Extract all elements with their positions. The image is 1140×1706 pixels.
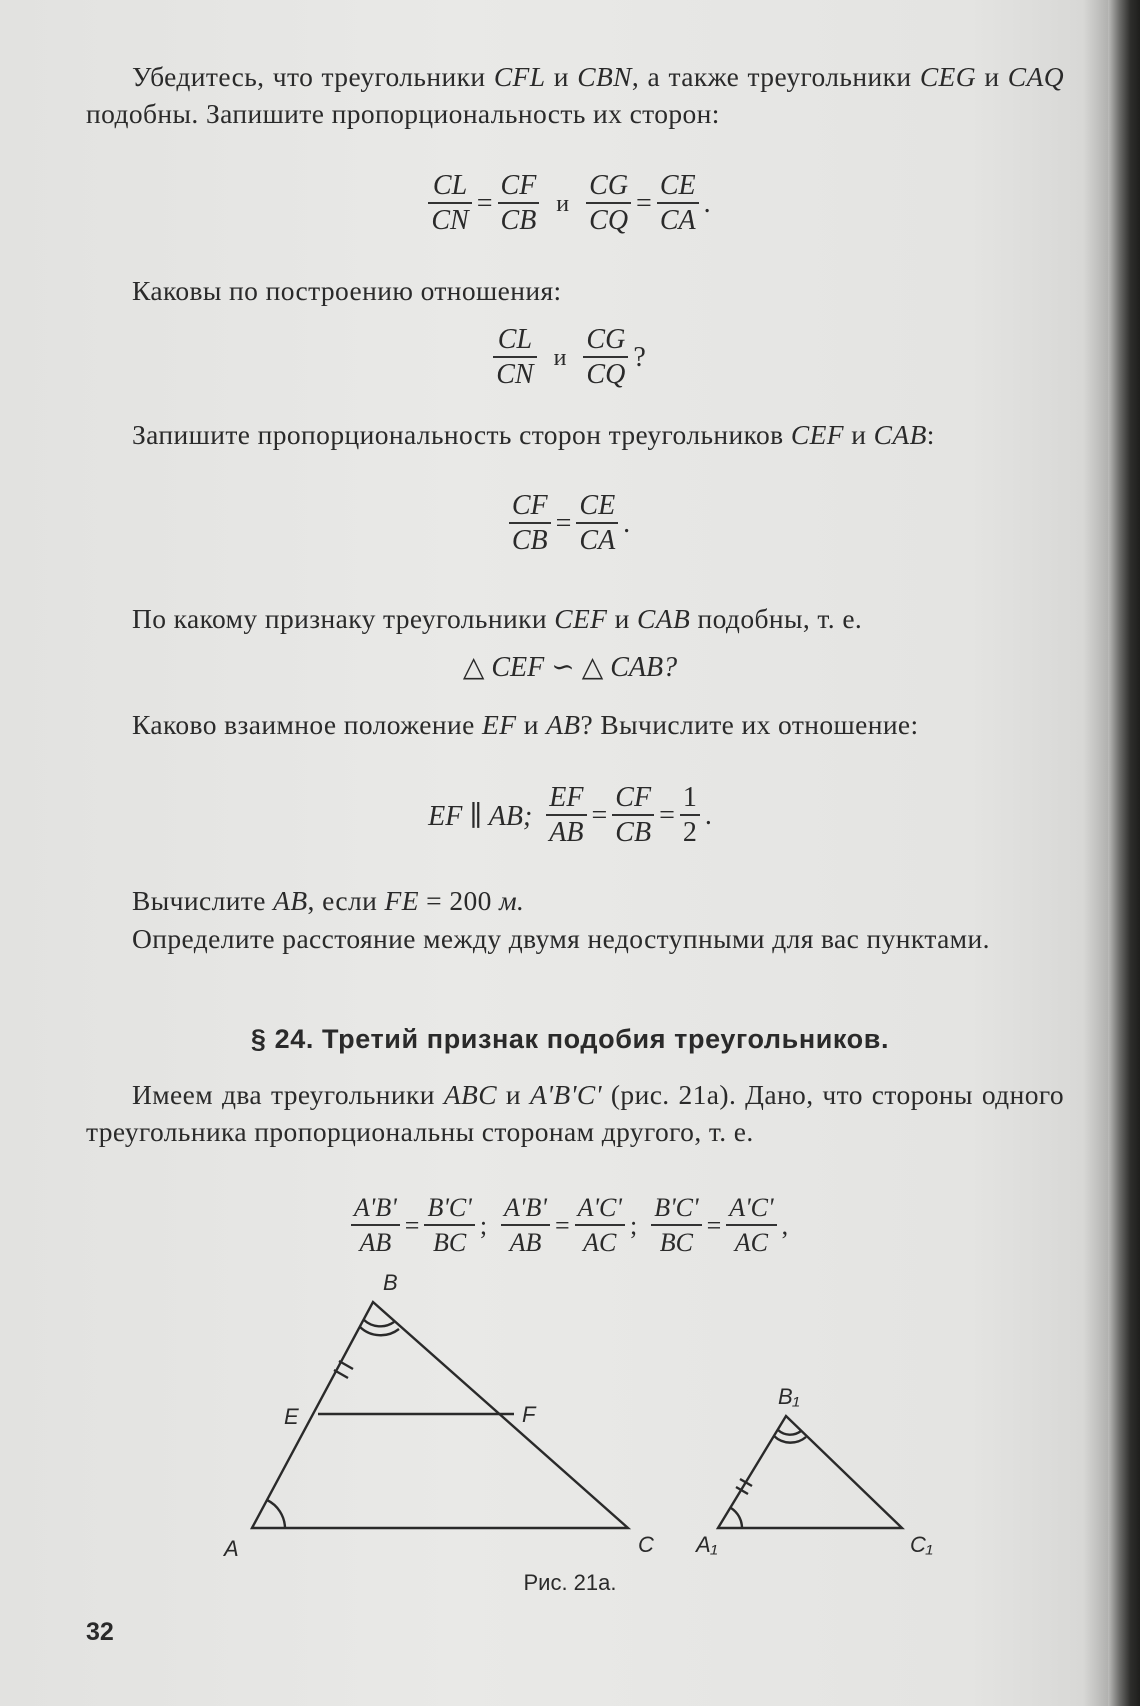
denominator: 2 [682, 817, 697, 848]
separator: ; [479, 1211, 488, 1240]
paragraph-2: Каковы по построению отношения: [132, 275, 562, 306]
equals-sign: = [555, 508, 572, 539]
triangle-name: CEG [919, 61, 977, 92]
triangle-name: A'B'C' [529, 1079, 602, 1110]
triangle-a1b1c1 [718, 1416, 902, 1528]
denominator: AC [583, 1228, 617, 1257]
numerator: CG [586, 170, 631, 204]
denominator: CB [615, 817, 652, 848]
conjunction: и [553, 344, 567, 371]
text-run: и [545, 61, 578, 92]
figure-caption: Рис. 21а. [523, 1570, 617, 1595]
numerator: CE [657, 170, 699, 204]
text-run: ? Вычислите их отношение: [580, 709, 919, 740]
text-run: и [607, 603, 638, 634]
equals-sign: = [659, 800, 675, 831]
tick-mark [334, 1370, 348, 1378]
tick-mark [339, 1361, 353, 1369]
text-run: , если [307, 885, 385, 916]
text-run: (рис. 21а). Дано, что стороны одного треугольника пропорциональны сторонам другого, т. е. [86, 1079, 1064, 1147]
triangle-name: CAB [637, 603, 691, 634]
text-run: и [516, 709, 547, 740]
vertex-label-a: A [224, 1536, 239, 1561]
denominator: AB [359, 1228, 392, 1257]
segment-name: FE [384, 885, 419, 916]
punctuation: . [623, 508, 631, 539]
numerator: A'C' [575, 1192, 625, 1226]
denominator: CB [500, 205, 537, 236]
conjunction: и [556, 190, 570, 217]
numerator: B'C' [651, 1192, 701, 1226]
separator: ; [629, 1211, 638, 1240]
text-run: подобны, т. е. [690, 603, 863, 634]
angle-b-arc-1 [364, 1320, 394, 1326]
text-run: и [976, 61, 1008, 92]
triangle-a1b1c1-outline [718, 1416, 902, 1528]
angle-b1-arc-1 [778, 1430, 801, 1435]
denominator: BC [433, 1228, 467, 1257]
vertex-label-a1: A₁ [696, 1532, 718, 1557]
triangle-name: CFL [493, 61, 546, 92]
punctuation: , [781, 1211, 789, 1240]
section-heading: § 24. Третий признак подобия треугольников. [250, 1024, 890, 1054]
numerator: B'C' [424, 1192, 474, 1226]
denominator: AC [734, 1228, 769, 1257]
equals-sign: = [404, 1211, 420, 1240]
angle-a-arc [267, 1500, 285, 1528]
punctuation: . [704, 800, 712, 831]
equals-sign: = [636, 188, 652, 219]
numerator: CF [498, 170, 540, 204]
denominator: CB [511, 525, 548, 556]
vertex-label-b1: B₁ [778, 1384, 800, 1409]
triangle-name: CBN [577, 61, 632, 92]
equals-sign: = [591, 800, 608, 831]
numerator: EF [546, 782, 586, 816]
vertex-label-c1: C₁ [910, 1532, 933, 1557]
text-run: Вычислите [132, 885, 274, 916]
vertex-label-b: B [383, 1270, 398, 1295]
numerator: A'B' [501, 1192, 550, 1226]
text-run: : [926, 419, 935, 450]
text-run: Убедитесь, что треугольники [132, 61, 494, 92]
equals-sign: = [706, 1211, 722, 1240]
text-run: Каково взаимное положение [132, 709, 483, 740]
text-run: , а также треугольники [631, 61, 920, 92]
numerator: CF [612, 782, 654, 816]
denominator: AB [509, 1228, 542, 1257]
numerator: CF [509, 490, 551, 524]
text-run: Запишите пропорциональность сторон треугольников [132, 419, 791, 450]
triangle-name: ABC [443, 1079, 497, 1110]
punctuation: . [703, 188, 711, 219]
denominator: CA [659, 205, 696, 236]
triangle-name: CAB [873, 419, 927, 450]
denominator: CQ [589, 205, 629, 236]
denominator: BC [659, 1228, 693, 1257]
denominator: CN [496, 359, 534, 390]
numerator: A'C' [726, 1192, 776, 1226]
segment-name: EF [482, 709, 517, 740]
triangle-name: CAQ [1007, 61, 1064, 92]
unit: м. [499, 885, 525, 916]
angle-b1-arc-2 [774, 1436, 806, 1443]
numerator: CG [583, 324, 628, 358]
page-number: 32 [86, 1618, 114, 1646]
numerator: 1 [680, 782, 700, 816]
equals-sign: = [554, 1211, 570, 1240]
triangle-name: CEF [554, 603, 608, 634]
segment-name: AB [546, 709, 581, 740]
angle-a1-arc [731, 1508, 742, 1528]
formula-4: △ CEF ∽ △ CAB? [462, 652, 678, 683]
numerator: A'B' [351, 1192, 400, 1226]
numerator: CL [428, 170, 471, 204]
text-run: = 200 [418, 885, 500, 916]
vertex-label-e: E [284, 1404, 299, 1429]
denominator: CN [431, 205, 469, 236]
vertex-label-f: F [522, 1402, 536, 1427]
text-run: и [496, 1079, 530, 1110]
numerator: CE [576, 490, 618, 524]
parallel-statement: EF ∥ AB; [428, 801, 533, 832]
denominator: CA [579, 525, 616, 556]
punctuation: ? [633, 342, 646, 373]
text-run: и [843, 419, 874, 450]
vertex-label-c: C [638, 1532, 654, 1557]
angle-b-arc-2 [360, 1327, 399, 1335]
denominator: CQ [586, 359, 626, 390]
triangle-abc [252, 1302, 628, 1528]
denominator: AB [549, 817, 584, 848]
text-run: Имеем два треугольники [132, 1079, 444, 1110]
numerator: CL [493, 324, 536, 358]
paragraph-7: Определите расстояние между двумя недоступными для вас пунктами. [132, 923, 990, 954]
text-run: По какому признаку треугольники [132, 603, 555, 634]
segment-name: AB [273, 885, 308, 916]
triangle-name: CEF [790, 419, 844, 450]
text-run: подобны. Запишите пропорциональность их сторон: [86, 98, 720, 129]
equals-sign: = [476, 188, 493, 219]
